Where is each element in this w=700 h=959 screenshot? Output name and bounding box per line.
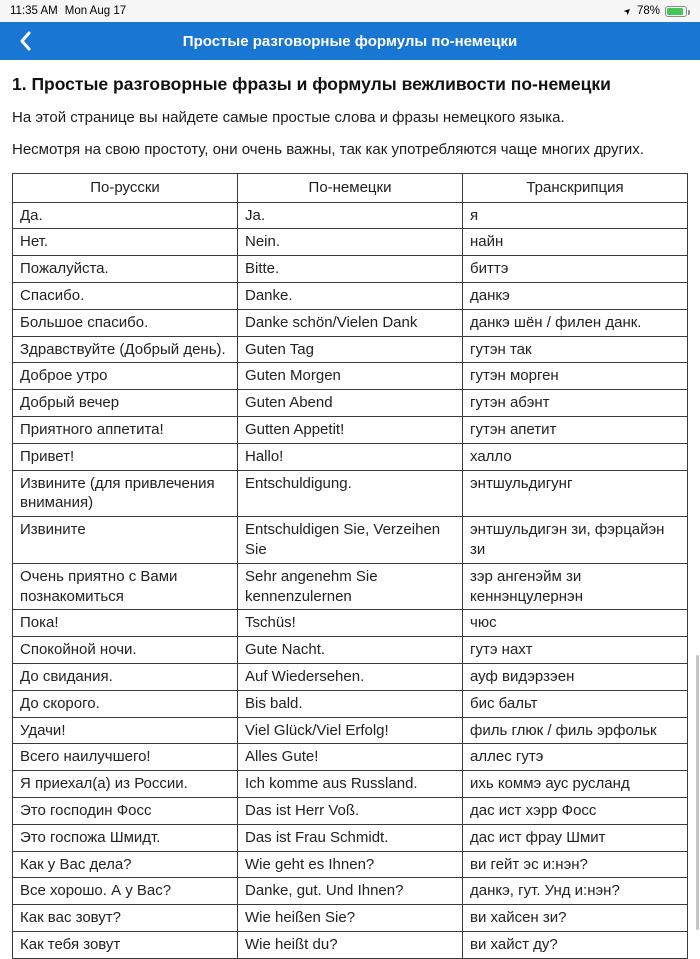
status-bar [0, 0, 700, 22]
table-cell: ви хайсен зи? [463, 905, 688, 932]
table-cell: Спасибо. [13, 283, 238, 310]
table-row [13, 309, 688, 336]
status-date: Mon Aug 17 [64, 5, 127, 17]
table-row [13, 336, 688, 363]
table-cell: Ich komme aus Russland. [238, 771, 463, 798]
table-cell: энтшульдигэн зи, фэрцайэн зи [463, 517, 688, 564]
table-cell: Извините [13, 517, 238, 564]
table-row [13, 690, 688, 717]
column-header-russian: По-русски [13, 173, 238, 202]
back-button[interactable] [8, 22, 42, 60]
table-cell: гутэн апетит [463, 417, 688, 444]
table-cell: Это госпожа Шмидт. [13, 824, 238, 851]
table-cell: халло [463, 443, 688, 470]
nav-bar [0, 22, 700, 60]
table-cell: Спокойной ночи. [13, 637, 238, 664]
table-cell: Да. [13, 202, 238, 229]
table-row [13, 717, 688, 744]
table-cell: данкэ [463, 283, 688, 310]
table-cell: найн [463, 229, 688, 256]
chevron-left-icon [19, 31, 31, 51]
table-cell: До свидания. [13, 664, 238, 691]
table-row [13, 390, 688, 417]
table-cell: Entschuldigung. [238, 470, 463, 517]
table-cell: Das ist Frau Schmidt. [238, 824, 463, 851]
table-cell: Wie geht es Ihnen? [238, 851, 463, 878]
battery-cap [688, 10, 690, 15]
table-cell: Здравствуйте (Добрый день). [13, 336, 238, 363]
table-cell: чюс [463, 610, 688, 637]
table-cell: гутэ нахт [463, 637, 688, 664]
table-row [13, 664, 688, 691]
status-right [621, 4, 690, 17]
table-cell: Как тебя зовут [13, 931, 238, 958]
table-cell: Auf Wiedersehen. [238, 664, 463, 691]
table-cell: Ja. [238, 202, 463, 229]
table-cell: Пожалуйста. [13, 256, 238, 283]
battery-percent: 78% [636, 5, 660, 17]
table-cell: гутэн абэнт [463, 390, 688, 417]
table-cell: Я приехал(а) из России. [13, 771, 238, 798]
table-row [13, 905, 688, 932]
table-cell: энтшульдигунг [463, 470, 688, 517]
battery-fill [667, 8, 683, 15]
table-cell: я [463, 202, 688, 229]
table-cell: Sehr angenehm Sie kennenzulernen [238, 563, 463, 610]
column-header-german: По-немецки [238, 173, 463, 202]
location-icon: ➤ [621, 4, 635, 17]
table-cell: До скорого. [13, 690, 238, 717]
nav-title: Простые разговорные формулы по-немецки [182, 32, 518, 50]
table-row [13, 229, 688, 256]
table-cell: аллес гутэ [463, 744, 688, 771]
table-cell: данкэ шён / филен данк. [463, 309, 688, 336]
table-cell: Bis bald. [238, 690, 463, 717]
table-cell: Нет. [13, 229, 238, 256]
table-cell: Danke, gut. Und Ihnen? [238, 878, 463, 905]
table-cell: Alles Gute! [238, 744, 463, 771]
page-heading: 1. Простые разговорные фразы и формулы вежливости по-немецки [12, 74, 611, 94]
table-cell: Danke schön/Vielen Dank [238, 309, 463, 336]
table-cell: Это господин Фосс [13, 798, 238, 825]
table-row [13, 417, 688, 444]
table-cell: дас ист хэрр Фосс [463, 798, 688, 825]
phrase-table-body [13, 202, 688, 958]
table-row [13, 851, 688, 878]
table-cell: ви гейт эс и:нэн? [463, 851, 688, 878]
table-row [13, 443, 688, 470]
table-cell: филь глюк / филь эрфольк [463, 717, 688, 744]
table-row [13, 517, 688, 564]
table-cell: гутэн морген [463, 363, 688, 390]
table-cell: Viel Glück/Viel Erfolg! [238, 717, 463, 744]
table-cell: ауф видэрзэен [463, 664, 688, 691]
table-cell: Все хорошо. А у Вас? [13, 878, 238, 905]
table-cell: ихь коммэ аус русланд [463, 771, 688, 798]
content-area [0, 74, 700, 959]
table-cell: Tschüs! [238, 610, 463, 637]
table-row [13, 744, 688, 771]
table-cell: зэр ангенэйм зи кеннэнцулернэн [463, 563, 688, 610]
intro-paragraph-1: На этой странице вы найдете самые простые слова и фразы немецкого языка. [12, 108, 565, 126]
status-left [10, 5, 126, 17]
table-row [13, 202, 688, 229]
table-cell: Удачи! [13, 717, 238, 744]
table-row [13, 610, 688, 637]
table-row [13, 771, 688, 798]
intro-paragraph-2: Несмотря на свою простоту, они очень важны, так как употребляются чаще многих других. [12, 141, 644, 159]
table-cell: Guten Abend [238, 390, 463, 417]
table-cell: Wie heißen Sie? [238, 905, 463, 932]
table-cell: Как у Вас дела? [13, 851, 238, 878]
table-cell: Wie heißt du? [238, 931, 463, 958]
table-row [13, 256, 688, 283]
table-cell: Приятного аппетита! [13, 417, 238, 444]
table-row [13, 637, 688, 664]
scrollbar-thumb[interactable] [696, 655, 699, 930]
table-row [13, 363, 688, 390]
column-header-transcription: Транскрипция [463, 173, 688, 202]
table-cell: Как вас зовут? [13, 905, 238, 932]
phrase-table [12, 173, 688, 959]
table-cell: бис бальт [463, 690, 688, 717]
table-cell: Nein. [238, 229, 463, 256]
table-cell: Очень приятно с Вами познакомиться [13, 563, 238, 610]
table-cell: Gutten Appetit! [238, 417, 463, 444]
table-row [13, 798, 688, 825]
table-cell: Большое спасибо. [13, 309, 238, 336]
table-cell: Guten Tag [238, 336, 463, 363]
table-cell: Привет! [13, 443, 238, 470]
table-row [13, 824, 688, 851]
table-cell: Добрый вечер [13, 390, 238, 417]
table-cell: Пока! [13, 610, 238, 637]
table-cell: биттэ [463, 256, 688, 283]
table-cell: Hallo! [238, 443, 463, 470]
table-cell: Guten Morgen [238, 363, 463, 390]
table-cell: Bitte. [238, 256, 463, 283]
table-cell: дас ист фрау Шмит [463, 824, 688, 851]
table-row [13, 283, 688, 310]
table-cell: данкэ, гут. Унд и:нэн? [463, 878, 688, 905]
table-cell: Entschuldigen Sie, Verzeihen Sie [238, 517, 463, 564]
table-cell: Gute Nacht. [238, 637, 463, 664]
battery-icon [665, 6, 687, 17]
table-cell: Доброе утро [13, 363, 238, 390]
table-cell: Извините (для привлечения внимания) [13, 470, 238, 517]
table-row [13, 878, 688, 905]
table-cell: Danke. [238, 283, 463, 310]
table-cell: Всего наилучшего! [13, 744, 238, 771]
status-time: 11:35 AM [10, 5, 58, 17]
table-cell: Das ist Herr Voß. [238, 798, 463, 825]
table-cell: гутэн так [463, 336, 688, 363]
table-header-row [13, 173, 688, 202]
table-row [13, 931, 688, 958]
table-cell: ви хайст ду? [463, 931, 688, 958]
table-row [13, 563, 688, 610]
table-row [13, 470, 688, 517]
